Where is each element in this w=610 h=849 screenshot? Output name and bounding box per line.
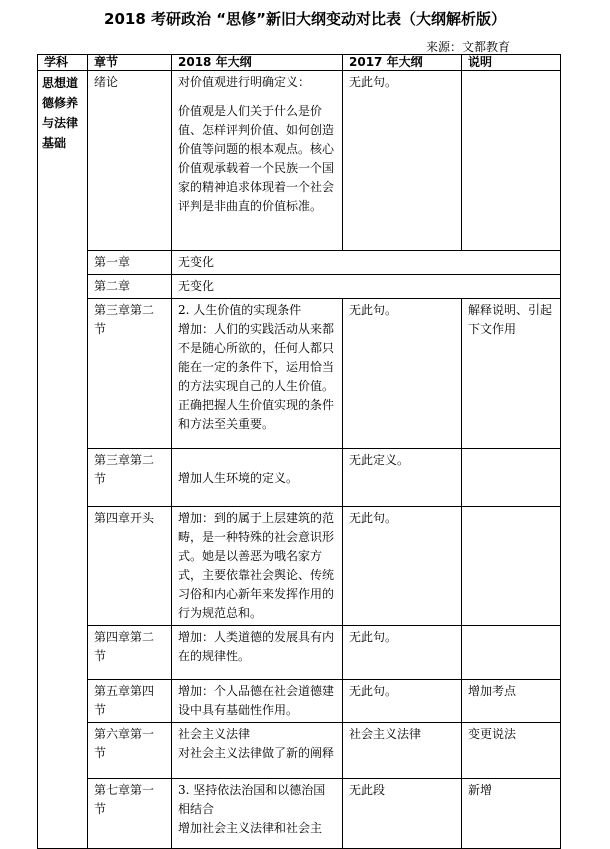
new-cell: [172, 449, 343, 507]
old-cell: 无此定义。: [343, 449, 462, 507]
note-cell: [462, 449, 561, 507]
col-2018: 2018 年大纲: [172, 55, 343, 71]
new-cell: [172, 71, 343, 251]
new-text: 3. 坚持依法治国和以德治国相结合: [178, 783, 326, 816]
new-text: 2. 人生价值的实现条件: [178, 303, 302, 317]
merged-cell: 无变化: [172, 275, 561, 299]
chapter-cell: 第一章: [88, 251, 172, 275]
new-text: 对价值观进行明确定义：: [178, 75, 311, 89]
table-row: [38, 299, 561, 449]
new-text: 增加：个人品德在社会道德建设中具有基础性作用。: [178, 684, 335, 717]
col-subject: 学科: [38, 55, 88, 71]
chapter-cell: 第四章开头: [88, 507, 172, 626]
comparison-table: [37, 54, 561, 849]
new-text: 社会主义法律: [178, 727, 251, 741]
note-cell: [462, 626, 561, 680]
table-row: [38, 626, 561, 680]
chapter-cell: 第四章第二节: [88, 626, 172, 680]
merged-cell: 无变化: [172, 251, 561, 275]
subject-cell: 思想道德修养与法律基础: [38, 71, 88, 849]
table-row: [38, 779, 561, 849]
page-title: 2018 考研政治 “思修”新旧大纲变动对比表（大纲解析版）: [104, 10, 506, 28]
note-cell: 变更说法: [462, 723, 561, 779]
note-cell: 增加考点: [462, 680, 561, 723]
table-row: [38, 680, 561, 723]
new-cell: [172, 299, 343, 449]
chapter-cell: 第二章: [88, 275, 172, 299]
chapter-cell: 第三章第二节: [88, 449, 172, 507]
old-cell: 无此句。: [343, 507, 462, 626]
chapter-cell: 绪论: [88, 71, 172, 251]
chapter-cell: 第五章第四节: [88, 680, 172, 723]
old-cell: 无此句。: [343, 299, 462, 449]
new-text: 增加人生环境的定义。: [178, 471, 299, 485]
note-cell: [462, 71, 561, 251]
new-text: 价值观是人们关于什么是价值、怎样评判价值、如何创造价值等问题的根本观点。核心价值观承载着一个民族一个国家的精神追求体现着一个社会评判是非曲直的价值标准。: [178, 104, 335, 213]
source-label: 来源：文都教育: [425, 40, 510, 54]
table-row: [38, 507, 561, 626]
old-cell: 无此句。: [343, 71, 462, 251]
old-cell: 无此句。: [343, 680, 462, 723]
col-2017: 2017 年大纲: [343, 55, 462, 71]
table-row: [38, 251, 561, 275]
new-cell: [172, 723, 343, 779]
table-row: [38, 71, 561, 251]
note-cell: 解释说明、引起下文作用: [462, 299, 561, 449]
note-cell: 新增: [462, 779, 561, 849]
new-text: 增加：人类道德的发展具有内在的规律性。: [178, 630, 335, 663]
note-cell: [462, 507, 561, 626]
old-cell: 社会主义法律: [343, 723, 462, 779]
new-cell: [172, 626, 343, 680]
old-cell: 无此句。: [343, 626, 462, 680]
table-row: [38, 723, 561, 779]
col-chapter: 章节: [88, 55, 172, 71]
new-cell: [172, 779, 343, 849]
table-row: [38, 449, 561, 507]
col-note: 说明: [462, 55, 561, 71]
new-text: 增加：人们的实践活动从来都不是随心所欲的，任何人都只能在一定的条件下，运用恰当的方法实现自己的人生价值。正确把握人生价值实现的条件和方法至关重要。: [178, 322, 335, 431]
table-row: [38, 275, 561, 299]
table-header-row: [38, 55, 561, 71]
chapter-cell: 第三章第二节: [88, 299, 172, 449]
chapter-cell: 第七章第一节: [88, 779, 172, 849]
new-cell: [172, 680, 343, 723]
new-text: 增加社会主义法律和社会主: [178, 821, 323, 835]
chapter-cell: 第六章第一节: [88, 723, 172, 779]
new-text: 增加：到的属于上层建筑的范畴，是一种特殊的社会意识形式。她是以善恶为哦名家方式，主要依靠社会舆论、传统习俗和内心新年来发挥作用的行为规范总和。: [178, 511, 335, 620]
new-cell: [172, 507, 343, 626]
old-cell: 无此段: [343, 779, 462, 849]
new-text: 对社会主义法律做了新的阐释: [178, 746, 335, 760]
